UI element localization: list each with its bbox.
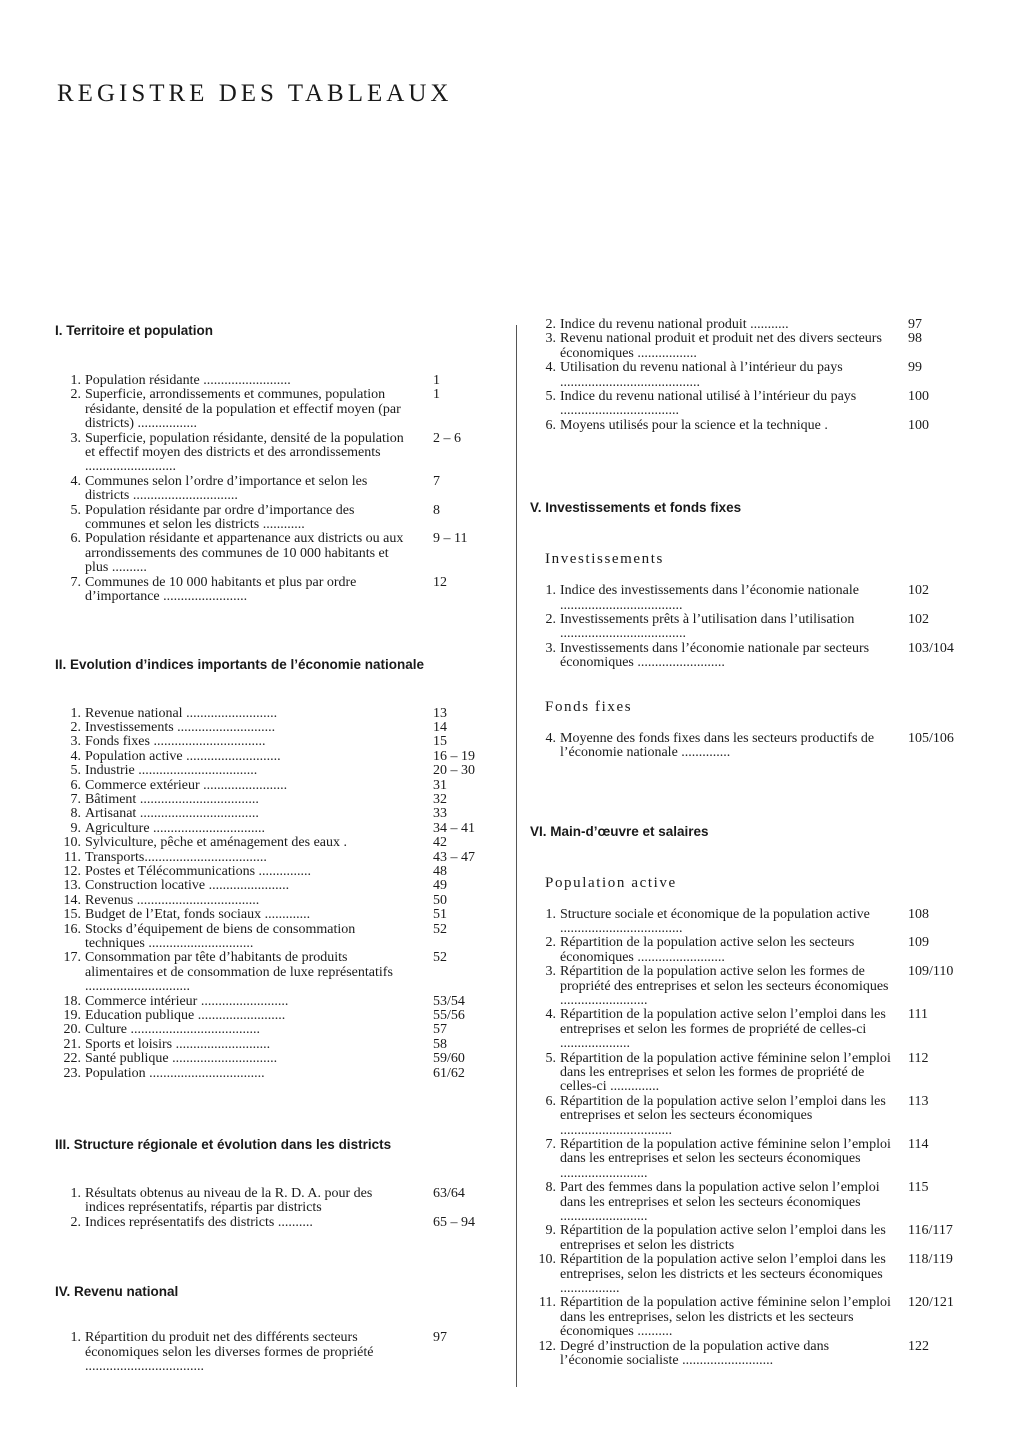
entry-title: Commerce intérieur ......................... — [85, 993, 289, 1009]
entry-number: 5. — [545, 1050, 556, 1066]
entry-number: 22. — [63, 1051, 81, 1067]
entry-page: 9 – 11 — [433, 531, 468, 547]
entry-number: 2. — [545, 612, 556, 628]
toc-entry — [55, 995, 485, 1009]
entry-number: 10. — [63, 835, 81, 851]
entry-title: Bâtiment .................................. — [85, 791, 259, 807]
toc-entry — [55, 707, 485, 721]
toc-entry — [55, 865, 485, 879]
toc-entry — [55, 908, 485, 922]
entry-number: 8. — [545, 1180, 556, 1196]
entry-title: Indice du revenu national utilisé à l’intérieur du pays .................................. — [560, 389, 857, 419]
entry-title: Culture ..................................... — [85, 1022, 260, 1038]
entry-number: 5. — [545, 389, 556, 405]
section-1 — [55, 323, 485, 605]
toc-entry — [55, 504, 485, 533]
entry-number: 2. — [545, 317, 556, 332]
entry-title: Moyenne des fonds fixes dans les secteurs productifs de l’économie nationale .............. — [560, 730, 875, 761]
toc-entry — [530, 965, 970, 1008]
section-2 — [55, 657, 485, 1082]
toc-entry — [55, 475, 485, 504]
entry-list — [55, 1187, 485, 1230]
entry-number: 13. — [63, 878, 81, 894]
entry-number: 6. — [545, 1093, 556, 1109]
entry-page: 57 — [433, 1022, 447, 1038]
entry-number: 6. — [545, 417, 556, 433]
entry-number: 15. — [63, 907, 81, 923]
entry-page: 100 — [908, 389, 929, 405]
entry-title: Revenu national produit et produit net des divers secteurs économiques ................. — [560, 331, 882, 361]
entry-page: 112 — [908, 1050, 929, 1066]
toc-entry — [530, 1138, 970, 1181]
entry-title: Répartition de la population active selon les secteurs économiques ......................... — [560, 935, 855, 965]
entry-number: 4. — [70, 473, 81, 489]
entry-number: 7. — [70, 574, 81, 590]
entry-page: 50 — [433, 892, 447, 908]
section-heading: I. Territoire et population — [55, 323, 214, 338]
entry-page: 102 — [908, 583, 929, 599]
entry-number: 5. — [70, 502, 81, 518]
entry-page: 51 — [433, 907, 447, 923]
section-3 — [55, 1137, 485, 1230]
entry-page: 48 — [433, 863, 447, 879]
entry-page: 49 — [433, 878, 447, 894]
toc-entry — [55, 807, 485, 821]
toc-entry — [530, 1181, 970, 1224]
toc-entry — [55, 735, 485, 749]
toc-entry — [55, 432, 485, 475]
toc-entry — [55, 822, 485, 836]
entry-number: 12. — [63, 863, 81, 879]
entry-page: 53/54 — [433, 993, 465, 1009]
entry-page: 58 — [433, 1036, 447, 1052]
entry-number: 16. — [63, 921, 81, 937]
toc-entry — [55, 851, 485, 865]
entry-title: Investissements dans l’économie nationale par secteurs économiques ......................... — [560, 640, 870, 671]
entry-page: 116/117 — [908, 1223, 953, 1239]
toc-entry — [530, 732, 970, 761]
entry-title: Répartition de la population active selon l’emploi dans les entreprises et selon les formes de propriété de celles-ci .................... — [560, 1007, 886, 1052]
entry-title: Santé publique .............................. — [85, 1051, 278, 1067]
subsection-heading: Investissements — [545, 551, 664, 568]
entry-title: Fonds fixes ................................ — [85, 734, 266, 750]
entry-page: 1 — [433, 387, 440, 403]
entry-number: 3. — [545, 331, 556, 347]
entry-number: 14. — [63, 892, 81, 908]
entry-page: 115 — [908, 1180, 929, 1196]
toc-entry — [55, 1067, 485, 1081]
entry-title: Résultats obtenus au niveau de la R. D. A. pour des indices représentatifs, répartis par districts — [85, 1186, 373, 1216]
toc-entry — [55, 532, 485, 575]
entry-title: Population active ........................... — [85, 748, 281, 764]
entry-page: 20 – 30 — [433, 763, 475, 779]
entry-list — [55, 374, 485, 605]
toc-entry — [530, 584, 970, 613]
entry-number: 18. — [63, 993, 81, 1009]
entry-page: 61/62 — [433, 1065, 465, 1081]
entry-title: Répartition de la population active féminine selon l’emploi dans les entreprises, selon les districts et les secteurs économiques .......... — [560, 1295, 891, 1340]
toc-entry — [55, 1187, 485, 1216]
toc-entry — [55, 894, 485, 908]
entry-number: 2. — [70, 1214, 81, 1230]
entry-number: 12. — [538, 1338, 556, 1354]
entry-page: 99 — [908, 360, 922, 376]
toc-entry — [55, 879, 485, 893]
entry-title: Moyens utilisés pour la science et la technique . — [560, 417, 828, 433]
entry-number: 1. — [545, 583, 556, 599]
entry-number: 10. — [538, 1252, 556, 1268]
entry-number: 3. — [70, 734, 81, 750]
entry-title: Répartition du produit net des différents secteurs économiques selon les diverses formes de propriété .................................. — [85, 1330, 374, 1375]
entry-title: Postes et Télécommunications ............... — [85, 863, 312, 879]
entry-number: 11. — [539, 1295, 556, 1311]
toc-entry — [530, 1008, 970, 1051]
right-column — [530, 318, 970, 1369]
entry-number: 6. — [70, 777, 81, 793]
entry-page: 113 — [908, 1093, 929, 1109]
entry-title: Répartition de la population active féminine selon l’emploi dans les entreprises et selon les formes de propriété de celles-ci .............. — [560, 1050, 891, 1095]
toc-entry — [55, 1038, 485, 1052]
entry-page: 105/106 — [908, 730, 954, 746]
entry-page: 63/64 — [433, 1186, 465, 1202]
toc-entry — [55, 750, 485, 764]
entry-number: 4. — [545, 1007, 556, 1023]
entry-page: 32 — [433, 791, 447, 807]
entry-page: 52 — [433, 950, 447, 966]
entry-title: Indice des investissements dans l’économie nationale ................................... — [560, 583, 859, 613]
toc-entry — [55, 764, 485, 778]
entry-list — [55, 1331, 485, 1374]
toc-entry — [530, 318, 970, 332]
entry-number: 1. — [70, 705, 81, 721]
entry-title: Répartition de la population active selon les formes de propriété des entreprises et selon les secteurs économiques ......................... — [560, 964, 889, 1008]
entry-page: 13 — [433, 705, 447, 721]
entry-page: 109/110 — [908, 964, 954, 980]
entry-page: 2 – 6 — [433, 430, 461, 446]
toc-entry — [55, 1331, 485, 1374]
toc-entry — [530, 1095, 970, 1138]
toc-entry — [530, 1052, 970, 1095]
entry-title: Superficie, arrondissements et communes, population résidante, densité de la population et effectif moyen (par districts) ................. — [85, 387, 401, 432]
entry-number: 19. — [63, 1008, 81, 1024]
entry-title: Structure sociale et économique de la population active ................................... — [560, 906, 870, 936]
entry-page: 43 – 47 — [433, 849, 475, 865]
toc-entry — [530, 1224, 970, 1253]
entry-title: Part des femmes dans la population active selon l’emploi dans les entreprises et selon les secteurs économiques ......................... — [560, 1180, 880, 1225]
entry-title: Transports................................... — [85, 849, 267, 865]
entry-number: 9. — [70, 820, 81, 836]
entry-list — [530, 318, 970, 433]
toc-entry — [55, 388, 485, 431]
entry-number: 8. — [70, 806, 81, 822]
entry-title: Utilisation du revenu national à l’intérieur du pays ........................................ — [560, 360, 843, 390]
entry-number: 5. — [70, 763, 81, 779]
entry-number: 1. — [70, 1186, 81, 1202]
entry-page: 55/56 — [433, 1008, 465, 1024]
entry-number: 4. — [545, 730, 556, 746]
entry-page: 114 — [908, 1137, 929, 1152]
entry-page: 65 – 94 — [433, 1214, 475, 1230]
entry-title: Superficie, population résidante, densité de la population et effectif moyen des districts et des arrondissements .......................... — [85, 430, 404, 475]
entry-title: Construction locative ....................... — [85, 878, 290, 894]
entry-number: 1. — [70, 1330, 81, 1346]
subsection-heading: Fonds fixes — [545, 698, 633, 715]
entry-page: 31 — [433, 777, 447, 793]
entry-list — [530, 908, 970, 1369]
entry-number: 4. — [545, 360, 556, 376]
entry-title: Agriculture ................................ — [85, 820, 266, 836]
entry-number: 23. — [63, 1065, 81, 1081]
entry-title: Stocks d’équipement de biens de consommation techniques .............................. — [85, 921, 356, 951]
toc-entry — [55, 721, 485, 735]
entry-number: 1. — [545, 906, 556, 922]
entry-title: Population résidante et appartenance aux districts ou aux arrondissements des communes de 10 000 habitants et plus .......... — [85, 531, 404, 576]
left-column — [55, 323, 485, 1375]
toc-entry — [530, 390, 970, 419]
toc-entry — [55, 1023, 485, 1037]
entry-title: Communes selon l’ordre d’importance et selon les districts .............................. — [85, 473, 368, 504]
toc-entry — [55, 923, 485, 952]
section-heading: III. Structure régionale et évolution dans les districts — [55, 1137, 392, 1153]
entry-page: 103/104 — [908, 640, 954, 656]
toc-entry — [530, 361, 970, 390]
entry-title: Communes de 10 000 habitants et plus par ordre d’importance ........................ — [85, 574, 357, 605]
subsection-heading: Population active — [545, 874, 677, 891]
section-4 — [55, 1284, 485, 1374]
entry-title: Degré d’instruction de la population active dans l’économie socialiste .......................... — [560, 1338, 830, 1369]
toc-entry — [55, 951, 485, 994]
entry-page: 14 — [433, 719, 447, 735]
entry-page: 122 — [908, 1338, 929, 1354]
entry-title: Répartition de la population active féminine selon l’emploi dans les entreprises et selon les secteurs économiques ......................... — [560, 1137, 891, 1181]
entry-title: Répartition de la population active selon l’emploi dans les entreprises, selon les districts et les secteurs économiques ................. — [560, 1252, 886, 1297]
entry-page: 7 — [433, 473, 440, 489]
entry-page: 98 — [908, 331, 922, 347]
toc-entry — [55, 576, 485, 605]
section-heading: VI. Main-d’œuvre et salaires — [530, 823, 709, 839]
toc-entry — [530, 613, 970, 642]
toc-entry — [530, 908, 970, 937]
entry-page: 34 – 41 — [433, 820, 475, 836]
entry-number: 7. — [70, 791, 81, 807]
column-divider — [516, 325, 517, 1387]
toc-entry — [55, 1216, 485, 1230]
entry-title: Population résidante par ordre d’importance des communes et selon les districts ............ — [85, 502, 355, 533]
entry-title: Sports et loisirs ........................... — [85, 1036, 271, 1052]
toc-entry — [530, 419, 970, 433]
entry-page: 97 — [908, 317, 922, 332]
entry-number: 3. — [70, 430, 81, 446]
entry-page: 42 — [433, 835, 447, 851]
toc-entry — [530, 936, 970, 965]
entry-number: 2. — [70, 387, 81, 403]
entry-page: 12 — [433, 574, 447, 590]
entry-page: 109 — [908, 935, 929, 951]
entry-title: Répartition de la population active selon l’emploi dans les entreprises et selon les districts — [560, 1223, 886, 1253]
entry-title: Education publique ......................... — [85, 1008, 286, 1024]
entry-title: Revenue national .......................... — [85, 705, 278, 721]
entry-title: Indice du revenu national produit ........... — [560, 317, 789, 332]
entry-title: Indices représentatifs des districts .......... — [85, 1214, 313, 1230]
toc-entry — [530, 642, 970, 671]
toc-entry — [530, 1253, 970, 1296]
entry-title: Investissements ............................ — [85, 719, 276, 735]
entry-list — [530, 732, 970, 761]
entry-number: 9. — [545, 1223, 556, 1239]
entry-number: 3. — [545, 640, 556, 656]
entry-number: 11. — [64, 849, 81, 865]
entry-page: 118/119 — [908, 1252, 953, 1268]
entry-number: 3. — [545, 964, 556, 980]
page-title: REGISTRE DES TABLEAUX — [57, 80, 453, 107]
entry-page: 111 — [908, 1007, 928, 1023]
entry-number: 6. — [70, 531, 81, 547]
section-heading: IV. Revenu national — [55, 1284, 179, 1300]
entry-list — [55, 707, 485, 1082]
toc-entry — [55, 1052, 485, 1066]
entry-page: 15 — [433, 734, 447, 750]
toc-entry — [55, 1009, 485, 1023]
entry-number: 7. — [545, 1137, 556, 1152]
entry-page: 1 — [433, 373, 440, 388]
entry-page: 52 — [433, 921, 447, 937]
entry-title: Budget de l’Etat, fonds sociaux ............. — [85, 907, 311, 923]
entry-number: 17. — [63, 950, 81, 966]
toc-entry — [530, 332, 970, 361]
entry-number: 20. — [63, 1022, 81, 1038]
entry-title: Population résidante ......................... — [85, 373, 291, 388]
entry-page: 100 — [908, 417, 929, 433]
toc-entry — [530, 1296, 970, 1339]
entry-page: 120/121 — [908, 1295, 954, 1311]
entry-page: 102 — [908, 612, 929, 628]
entry-title: Consommation par tête d’habitants de produits alimentaires et de consommation de luxe représentatifs .............................. — [85, 950, 393, 995]
entry-title: Population ................................. — [85, 1065, 265, 1081]
entry-page: 59/60 — [433, 1051, 465, 1067]
toc-entry — [55, 374, 485, 388]
section-heading: V. Investissements et fonds fixes — [530, 500, 742, 516]
entry-title: Artisanat .................................. — [85, 806, 259, 822]
entry-list — [530, 584, 970, 670]
entry-page: 97 — [433, 1330, 447, 1346]
entry-title: Répartition de la population active selon l’emploi dans les entreprises et selon les secteurs économiques ................................ — [560, 1093, 886, 1138]
toc-entry — [530, 1340, 970, 1369]
toc-entry — [55, 836, 485, 850]
entry-title: Investissements prêts à l’utilisation dans l’utilisation .................................... — [560, 612, 855, 642]
section-heading: II. Evolution d’indices importants de l’économie nationale — [55, 656, 425, 672]
entry-page: 108 — [908, 906, 929, 922]
entry-number: 21. — [63, 1036, 81, 1052]
entry-page: 33 — [433, 806, 447, 822]
entry-number: 2. — [70, 719, 81, 735]
entry-number: 4. — [70, 748, 81, 764]
entry-title: Commerce extérieur ........................ — [85, 777, 288, 793]
entry-page: 16 – 19 — [433, 748, 475, 764]
entry-page: 8 — [433, 502, 440, 518]
entry-number: 1. — [70, 373, 81, 388]
entry-title: Revenus ................................... — [85, 892, 260, 908]
toc-entry — [55, 779, 485, 793]
entry-number: 2. — [545, 935, 556, 951]
toc-entry — [55, 793, 485, 807]
entry-title: Sylviculture, pêche et aménagement des eaux . — [85, 835, 348, 851]
entry-title: Industrie .................................. — [85, 763, 258, 779]
